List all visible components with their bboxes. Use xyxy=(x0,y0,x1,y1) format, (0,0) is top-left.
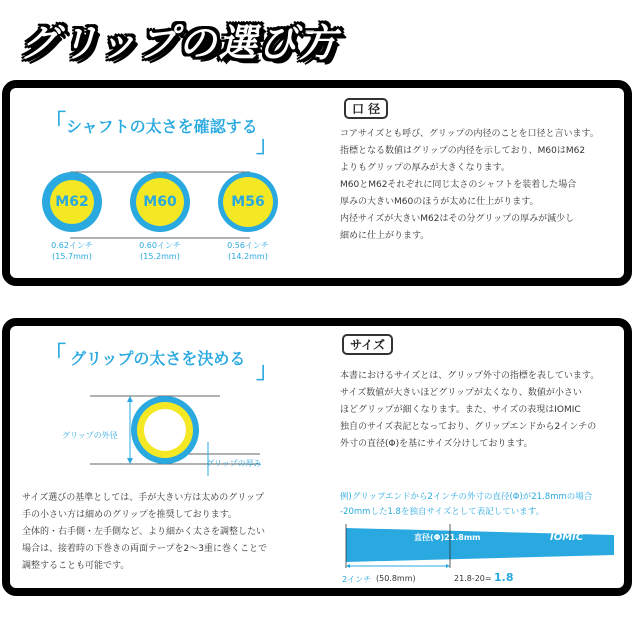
example-line: -20mmした1.8を独自サイズとして表記しています。 xyxy=(340,507,545,517)
caliber-line: 細めに仕上がります。 xyxy=(340,231,430,241)
guide-line: 手の小さい方は細めのグリップを推奨しております。 xyxy=(22,510,237,520)
outer-diameter-label: グリップの外径 xyxy=(62,431,118,440)
ring-m60-inch: 0.60インチ xyxy=(139,241,181,250)
diameter-label: 直径(Φ)21.8mm xyxy=(414,533,481,542)
two-inch-mm: (50.8mm) xyxy=(376,574,416,583)
ring-m62-size xyxy=(42,240,102,262)
shaft-heading: シャフトの太さを確認する xyxy=(66,117,258,136)
size-line: 外寸の直径(Φ)を基にサイズ分けしております。 xyxy=(340,439,533,449)
size-line: ほどグリップが細くなります。また、サイズの表現はIOMIC xyxy=(340,405,581,415)
thickness-label: グリップの厚み xyxy=(206,459,262,468)
caliber-line: 厚みの大きいM60のほうが太めに仕上がります。 xyxy=(340,197,539,207)
caliber-line: 内径サイズが大きいM62はその分グリップの厚みが減少し xyxy=(340,214,575,224)
ring-m62-mm: (15.7mm) xyxy=(52,252,92,261)
page-title: グリップの選び方 xyxy=(20,21,339,65)
caliber-panel xyxy=(2,80,632,286)
brand-logo: IOMIC xyxy=(550,532,584,543)
size-guide-text xyxy=(22,490,267,575)
ring-m60-size xyxy=(130,240,190,262)
guide-line: 調整することも可能です。 xyxy=(22,561,130,571)
size-line: 本書におけるサイズとは、グリップ外寸の指標を表しています。 xyxy=(340,371,600,381)
bracket-close: 」 xyxy=(256,359,279,384)
ring-m56 xyxy=(218,172,278,232)
two-inch-label: 2インチ xyxy=(342,575,372,584)
caliber-line: よりもグリップの厚みが大きくなります。 xyxy=(340,163,510,173)
ring-m56-size xyxy=(218,240,278,262)
caliber-line: M60とM62それぞれに同じ太さのシャフトを装着した場合 xyxy=(340,180,577,190)
ring-m56-label: M56 xyxy=(223,177,273,227)
guide-line: 場合は、接着時の下巻きの両面テープを2〜3重に巻くことで xyxy=(22,544,268,554)
ring-m62 xyxy=(42,172,102,232)
guide-line: 全体的・右手側・左手側など、より細かく太さを調整したい xyxy=(22,527,266,537)
ring-m56-inch: 0.56インチ xyxy=(227,241,269,250)
ring-m62-inch: 0.62インチ xyxy=(51,241,93,250)
size-example xyxy=(340,490,592,520)
caliber-description xyxy=(340,126,599,245)
size-line: サイズ数値が大きいほどグリップが太くなり、数値が小さい xyxy=(340,388,582,398)
bracket-open: 「 xyxy=(44,111,67,136)
size-calc: 21.8-20= xyxy=(454,574,492,583)
ring-m60-label: M60 xyxy=(136,178,184,226)
caliber-line: 指標となる数値はグリップの内径を示しており、M60はM62 xyxy=(340,146,586,156)
size-description xyxy=(340,368,599,453)
size-tag: サイズ xyxy=(342,334,393,355)
bracket-open: 「 xyxy=(44,343,67,368)
example-line: 例)グリップエンドから2インチの外寸の直径(Φ)が21.8mmの場合 xyxy=(340,492,593,502)
thickness-heading: グリップの太さを決める xyxy=(70,349,246,368)
size-line: 独自のサイズ表記となっており、グリップエンドから2インチの xyxy=(340,422,597,432)
caliber-tag: 口 径 xyxy=(344,98,388,119)
size-result: 1.8 xyxy=(494,571,514,584)
ring-m56-mm: (14.2mm) xyxy=(228,252,268,261)
ring-m60 xyxy=(130,172,190,232)
caliber-line: コアサイズとも呼び、グリップの内径のことを口径と言います。 xyxy=(340,129,599,139)
size-panel xyxy=(2,318,632,596)
guide-line: サイズ選びの基準としては、手が大きい方は太めのグリップ xyxy=(22,493,264,503)
ring-m62-label: M62 xyxy=(50,180,94,224)
ring-m60-mm: (15.2mm) xyxy=(140,252,180,261)
grip-illustration xyxy=(338,522,622,570)
bracket-close: 」 xyxy=(256,133,279,158)
